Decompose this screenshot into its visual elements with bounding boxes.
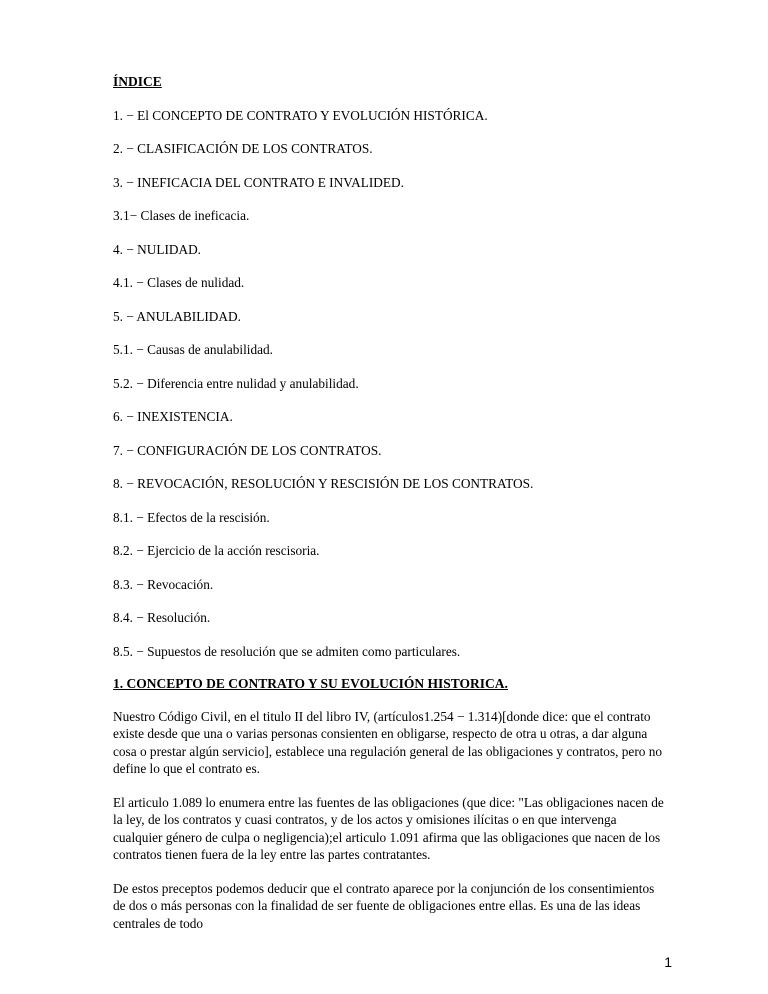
toc-item: 3.1− Clases de ineficacia. (113, 208, 250, 223)
table-of-contents (113, 108, 668, 660)
page-number: 1 (664, 954, 672, 970)
page-content (113, 74, 668, 932)
toc-item: 8.4. − Resolución. (113, 610, 211, 625)
toc-item: 8. − REVOCACIÓN, RESOLUCIÓN Y RESCISIÓN DE LOS CONTRATOS. (113, 476, 534, 491)
toc-item: 4.1. − Clases de nulidad. (113, 275, 245, 290)
index-title: ÍNDICE (113, 74, 162, 89)
body-paragraph: Nuestro Código Civil, en el titulo II del libro IV, (artículos1.254 − 1.314)[donde dice: que el contrato existe desde que una o varias personas consienten en obligarse, respecto de otra u otras, a dar alguna cosa o prestar algún servicio], establece una regulación general de las obligaciones y contratos, pero no define lo que el contrato es. (113, 708, 663, 776)
toc-item: 8.1. − Efectos de la rescisión. (113, 509, 270, 525)
body-paragraph: El articulo 1.089 lo enumera entre las fuentes de las obligaciones (que dice: "Las obligaciones nacen de la ley, de los contratos y cuasi contratos, y de los actos y omisiones ilícitas o en que intervenga cualquier género de culpa o negligencia);el articulo 1.091 afirma que las obligaciones que nacen de los contratos tienen fuera de la ley entre las partes contratantes. (113, 794, 664, 862)
toc-item: 1. − El CONCEPTO DE CONTRATO Y EVOLUCIÓN HISTÓRICA. (113, 107, 488, 123)
toc-item: 8.5. − Supuestos de resolución que se admiten como particulares. (113, 643, 461, 659)
toc-item: 7. − CONFIGURACIÓN DE LOS CONTRATOS. (113, 442, 382, 458)
toc-item: 3. − INEFICACIA DEL CONTRATO E INVALIDED. (113, 174, 404, 190)
body-paragraph: De estos preceptos podemos deducir que el contrato aparece por la conjunción de los consentimientos de dos o más personas con la finalidad de ser fuente de obligaciones entre ellas. Es una de las ideas centrales de todo (113, 880, 655, 931)
toc-item: 5.1. − Causas de anulabilidad. (113, 342, 274, 357)
toc-item: 8.3. − Revocación. (113, 576, 214, 592)
toc-item: 5.2. − Diferencia entre nulidad y anulabilidad. (113, 375, 359, 391)
toc-item: 4. − NULIDAD. (113, 241, 202, 257)
toc-item: 6. − INEXISTENCIA. (113, 409, 233, 424)
toc-item: 5. − ANULABILIDAD. (113, 308, 241, 324)
section-heading: 1. CONCEPTO DE CONTRATO Y SU EVOLUCIÓN HISTORICA. (113, 675, 508, 691)
toc-item: 8.2. − Ejercicio de la acción rescisoria. (113, 543, 320, 558)
toc-item: 2. − CLASIFICACIÓN DE LOS CONTRATOS. (113, 141, 373, 156)
